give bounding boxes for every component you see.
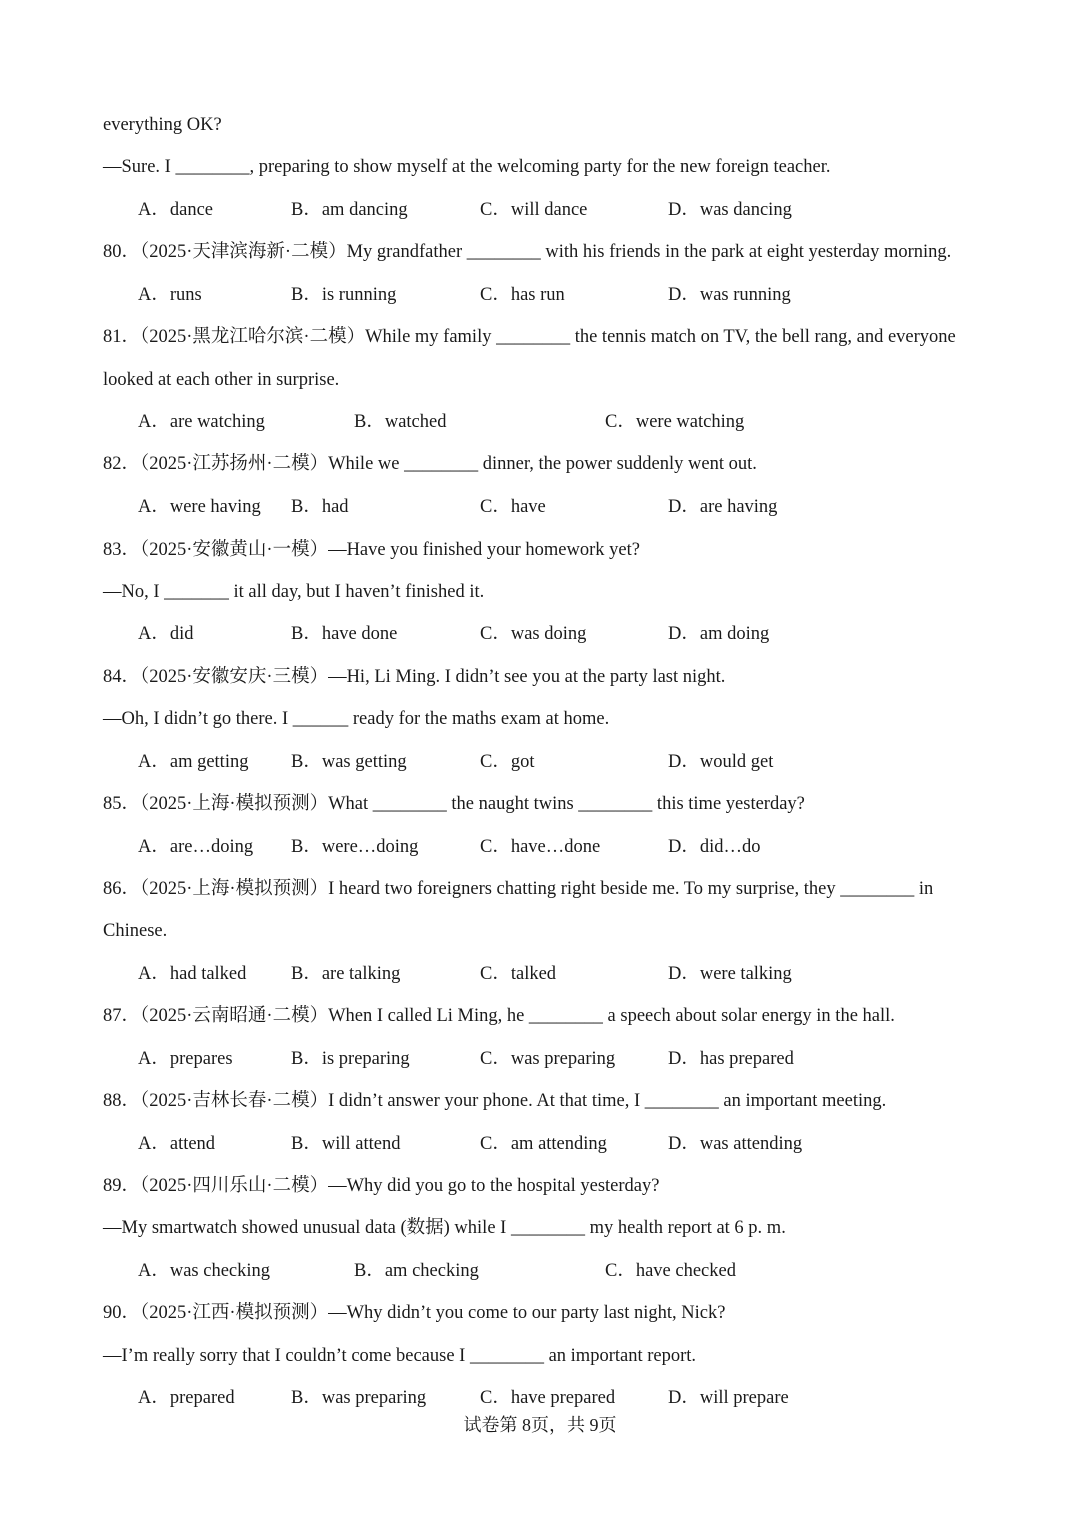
option-c[interactable]: C．was preparing bbox=[480, 1049, 616, 1069]
option-a[interactable]: A．did bbox=[138, 624, 194, 644]
question-83: 83．（2025·安徽黄山·一模）—Have you finished your homework yet? bbox=[103, 540, 640, 560]
question-text: —No, I _______ it all day, but I haven’t finished it. bbox=[103, 582, 485, 602]
option-b[interactable]: B．was preparing bbox=[291, 1388, 427, 1408]
option-b[interactable]: B．was getting bbox=[291, 752, 407, 772]
options-row bbox=[0, 1132, 1080, 1156]
option-b[interactable]: B．will attend bbox=[291, 1134, 401, 1154]
option-c[interactable]: C．have bbox=[480, 497, 546, 517]
option-a[interactable]: A．are…doing bbox=[138, 837, 254, 857]
option-b[interactable]: B．am checking bbox=[354, 1261, 479, 1281]
question-84: 84．（2025·安徽安庆·三模）—Hi, Li Ming. I didn’t see you at the party last night. bbox=[103, 667, 726, 687]
options-row bbox=[0, 1047, 1080, 1071]
option-a[interactable]: A．dance bbox=[138, 200, 213, 220]
option-c[interactable]: C．have checked bbox=[605, 1261, 736, 1281]
question-81: 81．（2025·黑龙江哈尔滨·二模）While my family ________ the tennis match on TV, the bell rang, and everyone bbox=[103, 327, 956, 347]
options-row bbox=[0, 962, 1080, 986]
options-row bbox=[0, 283, 1080, 307]
option-a[interactable]: A．was checking bbox=[138, 1261, 271, 1281]
option-c[interactable]: C．were watching bbox=[605, 412, 745, 432]
question-text: —Sure. I ________, preparing to show myself at the welcoming party for the new foreign teacher. bbox=[103, 157, 831, 177]
question-85: 85．（2025·上海·模拟预测）What ________ the naught twins ________ this time yesterday? bbox=[103, 794, 805, 814]
options-row bbox=[0, 1259, 1080, 1283]
option-c[interactable]: C．have prepared bbox=[480, 1388, 616, 1408]
option-a[interactable]: A．attend bbox=[138, 1134, 216, 1154]
question-text: looked at each other in surprise. bbox=[103, 370, 340, 390]
options-row bbox=[0, 198, 1080, 222]
page-footer: 试卷第 8页，共 9页 bbox=[463, 1415, 617, 1435]
option-d[interactable]: D．has prepared bbox=[668, 1049, 794, 1069]
options-row bbox=[0, 410, 1080, 434]
options-row bbox=[0, 495, 1080, 519]
option-b[interactable]: B．are talking bbox=[291, 964, 401, 984]
option-d[interactable]: D．would get bbox=[668, 752, 774, 772]
option-c[interactable]: C．was doing bbox=[480, 624, 587, 644]
option-b[interactable]: B．watched bbox=[354, 412, 447, 432]
option-d[interactable]: D．will prepare bbox=[668, 1388, 789, 1408]
option-c[interactable]: C．talked bbox=[480, 964, 557, 984]
option-b[interactable]: B．is preparing bbox=[291, 1049, 410, 1069]
option-d[interactable]: D．was attending bbox=[668, 1134, 803, 1154]
option-a[interactable]: A．prepared bbox=[138, 1388, 235, 1408]
option-b[interactable]: B．have done bbox=[291, 624, 398, 644]
question-86: 86．（2025·上海·模拟预测）I heard two foreigners chatting right beside me. To my surprise, they ________ in bbox=[103, 879, 934, 899]
option-c[interactable]: C．have…done bbox=[480, 837, 601, 857]
option-d[interactable]: D．are having bbox=[668, 497, 778, 517]
option-c[interactable]: C．am attending bbox=[480, 1134, 607, 1154]
question-text: —Oh, I didn’t go there. I ______ ready for the maths exam at home. bbox=[103, 709, 610, 729]
options-row bbox=[0, 622, 1080, 646]
option-b[interactable]: B．were…doing bbox=[291, 837, 419, 857]
question-87: 87．（2025·云南昭通·二模）When I called Li Ming, he ________ a speech about solar energy in the hall. bbox=[103, 1006, 895, 1026]
option-c[interactable]: C．has run bbox=[480, 285, 565, 305]
option-c[interactable]: C．will dance bbox=[480, 200, 588, 220]
option-b[interactable]: B．had bbox=[291, 497, 349, 517]
question-text: everything OK? bbox=[103, 115, 222, 135]
option-d[interactable]: D．was dancing bbox=[668, 200, 792, 220]
question-text: —My smartwatch showed unusual data (数据) while I ________ my health report at 6 p. m. bbox=[103, 1218, 786, 1238]
options-row bbox=[0, 750, 1080, 774]
option-a[interactable]: A．are watching bbox=[138, 412, 265, 432]
option-d[interactable]: D．am doing bbox=[668, 624, 770, 644]
question-text: —I’m really sorry that I couldn’t come because I ________ an important report. bbox=[103, 1346, 697, 1366]
option-c[interactable]: C．got bbox=[480, 752, 535, 772]
question-text: Chinese. bbox=[103, 921, 168, 941]
question-82: 82．（2025·江苏扬州·二模）While we ________ dinner, the power suddenly went out. bbox=[103, 454, 757, 474]
question-80: 80．（2025·天津滨海新·二模）My grandfather ________ with his friends in the park at eight yesterday morning. bbox=[103, 242, 952, 262]
option-d[interactable]: D．were talking bbox=[668, 964, 792, 984]
option-a[interactable]: A．am getting bbox=[138, 752, 249, 772]
options-row bbox=[0, 1386, 1080, 1410]
option-a[interactable]: A．prepares bbox=[138, 1049, 233, 1069]
option-d[interactable]: D．was running bbox=[668, 285, 791, 305]
option-d[interactable]: D．did…do bbox=[668, 837, 761, 857]
option-a[interactable]: A．runs bbox=[138, 285, 202, 305]
question-88: 88．（2025·吉林长春·二模）I didn’t answer your phone. At that time, I ________ an important meeting. bbox=[103, 1091, 887, 1111]
option-b[interactable]: B．am dancing bbox=[291, 200, 408, 220]
option-b[interactable]: B．is running bbox=[291, 285, 397, 305]
question-90: 90．（2025·江西·模拟预测）—Why didn’t you come to our party last night, Nick? bbox=[103, 1303, 726, 1323]
option-a[interactable]: A．were having bbox=[138, 497, 261, 517]
question-89: 89．（2025·四川乐山·二模）—Why did you go to the hospital yesterday? bbox=[103, 1176, 660, 1196]
option-a[interactable]: A．had talked bbox=[138, 964, 247, 984]
options-row bbox=[0, 835, 1080, 859]
